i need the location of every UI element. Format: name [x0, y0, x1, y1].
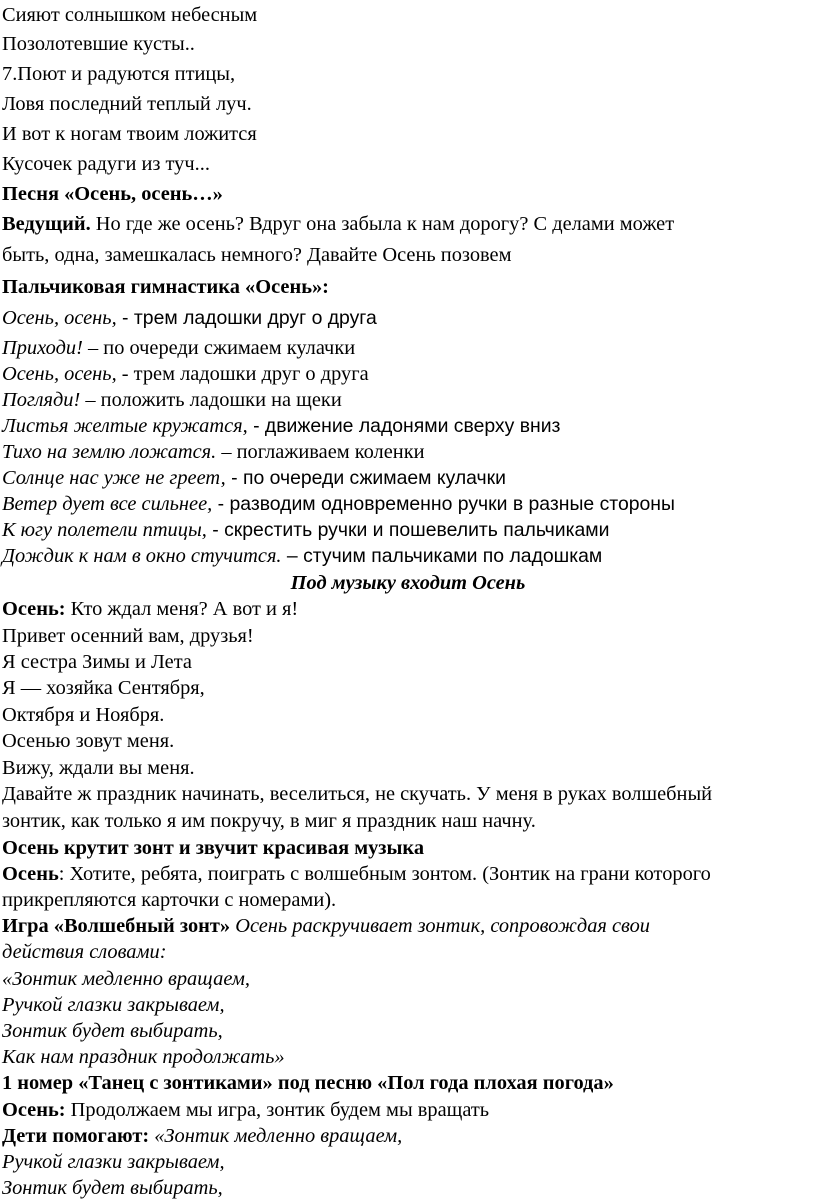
verse-line: [2, 1150, 225, 1174]
text-run: Как нам праздник продолжать»: [2, 1046, 285, 1068]
dialogue-line: [2, 1124, 402, 1148]
text-run: Вижу, ждали вы меня.: [2, 757, 195, 779]
instruction-text: - разводим одновременно ручки в разные стороны: [212, 493, 675, 515]
gymnastics-line: [2, 466, 506, 490]
text-run: Октября и Ноября.: [2, 704, 165, 726]
text-run: Я — хозяйка Сентября,: [2, 677, 205, 699]
speaker-label: Осень:: [2, 1099, 66, 1121]
instruction-text: – стучим пальчиками по ладошкам: [281, 545, 603, 567]
poem-line: [2, 152, 210, 176]
dialogue-line: [2, 756, 195, 780]
gymnastics-line: [2, 414, 560, 438]
verse-text: Дождик к нам в окно стучится.: [2, 545, 282, 567]
heading-text: Под музыку входит Осень: [290, 572, 526, 594]
dialogue-line: [2, 1098, 489, 1122]
stage-note: Осень раскручивает зонтик, сопровождая свои: [230, 915, 650, 937]
text-run: Ручкой глазки закрываем,: [2, 994, 225, 1016]
heading-text: 1 номер «Танец с зонтиками» под песню «Пол года плохая погода»: [2, 1072, 614, 1094]
text-run: Кусочек радуги из туч...: [2, 153, 210, 175]
dialogue-line: [2, 650, 192, 674]
heading-text: Песня «Осень, осень…»: [2, 183, 223, 205]
heading-text: Пальчиковая гимнастика «Осень»:: [2, 276, 329, 298]
poem-line: [2, 92, 252, 116]
poem-line: [2, 32, 195, 56]
paragraph-line: [2, 243, 511, 267]
dialogue-line: [2, 624, 254, 648]
gymnastics-line: [2, 518, 609, 542]
heading-text: Осень крутит зонт и звучит красивая музыка: [2, 837, 425, 859]
text-run: Ручкой глазки закрываем,: [2, 1151, 225, 1173]
verse-line: [2, 1176, 223, 1200]
text-run: Зонтик будет выбирать,: [2, 1020, 223, 1042]
instruction-text: - по очереди сжимаем кулачки: [225, 467, 506, 489]
gymnastics-line: [2, 440, 425, 464]
poem-line: [2, 122, 257, 146]
verse-line: [2, 967, 250, 991]
text-run: действия словами:: [2, 941, 167, 963]
text-run: Я сестра Зимы и Лета: [2, 651, 192, 673]
instruction-text: - трем ладошки друг о друга: [116, 363, 369, 385]
stage-direction-heading: [0, 571, 816, 595]
text-run: И вот к ногам твоим ложится: [2, 123, 257, 145]
song-heading: [2, 182, 223, 206]
gymnastics-line: [2, 362, 369, 386]
verse-line: [2, 993, 225, 1017]
dialogue-line: [2, 597, 298, 621]
verse-text: К югу полетели птицы,: [2, 519, 207, 541]
instruction-text: - движение ладонями сверху вниз: [247, 415, 561, 437]
poem-line: [2, 3, 257, 27]
text-run: Кто ждал меня? А вот и я!: [65, 598, 299, 620]
game-title: Игра «Волшебный зонт»: [2, 915, 231, 937]
speaker-label: Ведущий.: [2, 213, 91, 235]
game-heading-line: [2, 914, 650, 938]
text-run: Зонтик будет выбирать,: [2, 1177, 223, 1199]
text-run: Давайте ж праздник начинать, веселиться, не скучать. У меня в руках волшебный: [2, 783, 713, 805]
text-run: «Зонтик медленно вращаем,: [2, 968, 250, 990]
verse-text: Листья желтые кружатся,: [2, 415, 248, 437]
verse-line: [2, 1045, 285, 1069]
text-run: Позолотевшие кусты..: [2, 33, 195, 55]
section-heading: [2, 275, 329, 299]
dialogue-line: [2, 888, 336, 912]
verse-text: «Зонтик медленно вращаем,: [149, 1125, 403, 1147]
text-run: быть, одна, замешкалась немного? Давайте Осень позовем: [2, 244, 512, 266]
verse-text: Осень, осень,: [2, 307, 117, 329]
verse-text: Солнце нас уже не греет,: [2, 467, 226, 489]
number-heading: [2, 1071, 614, 1095]
instruction-text: - скрестить ручки и пошевелить пальчиками: [206, 519, 610, 541]
verse-text: Приходи!: [2, 337, 83, 359]
gymnastics-line: [2, 492, 675, 516]
gymnastics-line: [2, 388, 342, 412]
text-run: Привет осенний вам, друзья!: [2, 625, 254, 647]
dialogue-line: [2, 809, 536, 833]
speaker-label: Осень: [2, 863, 59, 885]
instruction-text: - трем ладошки друг о друга: [116, 307, 377, 329]
paragraph-line: [2, 212, 674, 236]
dialogue-line: [2, 703, 164, 727]
text-run: Ловя последний теплый луч.: [2, 93, 252, 115]
verse-text: Тихо на землю ложатся.: [2, 441, 217, 463]
gymnastics-line: [2, 544, 602, 568]
dialogue-line: [2, 782, 712, 806]
instruction-text: – поглаживаем коленки: [216, 441, 425, 463]
instruction-text: – положить ладошки на щеки: [80, 389, 342, 411]
text-run: : Хотите, ребята, поиграть с волшебным зонтом. (Зонтик на грани которого: [58, 863, 711, 885]
verse-text: Погляди!: [2, 389, 81, 411]
verse-text: Осень, осень,: [2, 363, 117, 385]
speaker-label: Осень:: [2, 598, 66, 620]
gymnastics-line: [2, 336, 355, 360]
verse-line: [2, 1019, 223, 1043]
gymnastics-line: [2, 306, 377, 330]
poem-line: [2, 62, 235, 86]
text-run: Сияют солнышком небесным: [2, 4, 258, 26]
stage-note-line: [2, 940, 167, 964]
text-run: зонтик, как только я им покручу, в миг я праздник наш начну.: [2, 810, 536, 832]
text-run: прикрепляются карточки с номерами).: [2, 889, 337, 911]
text-run: 7.Поют и радуются птицы,: [2, 63, 236, 85]
dialogue-line: [2, 676, 205, 700]
text-run: Но где же осень? Вдруг она забыла к нам дорогу? С делами может: [90, 213, 675, 235]
text-run: Продолжаем мы игра, зонтик будем мы вращать: [65, 1099, 490, 1121]
dialogue-line: [2, 862, 711, 886]
dialogue-line: [2, 729, 174, 753]
speaker-label: Дети помогают:: [2, 1125, 150, 1147]
stage-direction: [2, 836, 424, 860]
instruction-text: – по очереди сжимаем кулачки: [82, 337, 356, 359]
text-run: Осенью зовут меня.: [2, 730, 175, 752]
verse-text: Ветер дует все сильнее,: [2, 493, 213, 515]
